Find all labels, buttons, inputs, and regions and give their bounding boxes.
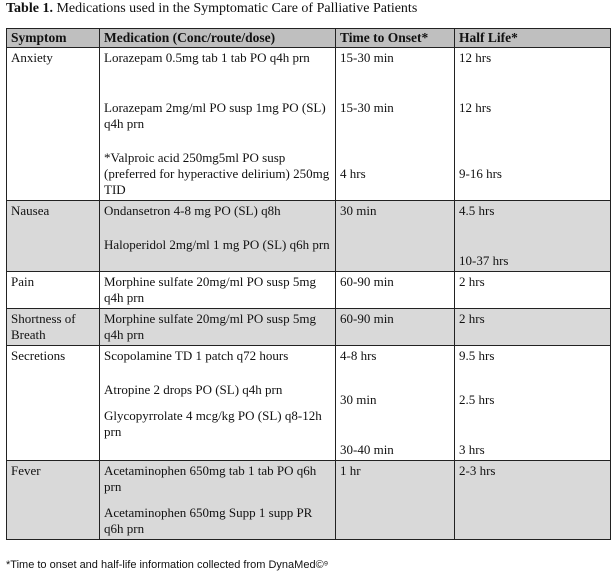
- onset-entry: 60-90 min: [340, 311, 394, 326]
- half-life-entry: 9-16 hrs: [459, 166, 502, 181]
- table-header-row: [7, 29, 611, 48]
- table-title: Medications used in the Symptomatic Care of Palliative Patients: [52, 1, 418, 16]
- onset-entry: 30 min: [340, 392, 377, 407]
- medication-cell: [100, 272, 336, 309]
- medication-entry: Haloperidol 2mg/ml 1 mg PO (SL) q6h prn: [104, 237, 330, 252]
- half-life-entry: 2-3 hrs: [459, 463, 496, 478]
- onset-cell: [336, 346, 455, 461]
- header-symptom: Symptom: [7, 29, 100, 48]
- onset-entry: 4 hrs: [340, 166, 366, 181]
- medication-entry: Glycopyrrolate 4 mcg/kg PO (SL) q8-12h prn: [104, 408, 322, 439]
- header-medication: Medication (Conc/route/dose): [100, 29, 336, 48]
- onset-entry: 30-40 min: [340, 442, 394, 457]
- symptom-cell: Anxiety: [7, 48, 100, 201]
- onset-cell: [336, 201, 455, 272]
- symptom-cell: Secretions: [7, 346, 100, 461]
- table-row: [7, 309, 611, 346]
- medication-entry: *Valproic acid 250mg5ml PO susp (preferred for hyperactive delirium) 250mg TID: [104, 150, 330, 197]
- table-row: [7, 346, 611, 461]
- medication-cell: [100, 201, 336, 272]
- medication-cell: [100, 309, 336, 346]
- onset-entry: 1 hr: [340, 463, 361, 478]
- half-life-cell: [455, 346, 611, 461]
- table-row: [7, 461, 611, 540]
- onset-cell: [336, 309, 455, 346]
- medications-table: [6, 28, 611, 540]
- onset-cell: [336, 48, 455, 201]
- medication-entry: Morphine sulfate 20mg/ml PO susp 5mg q4h prn: [104, 311, 316, 342]
- medication-entry: Ondansetron 4-8 mg PO (SL) q8h: [104, 203, 281, 218]
- header-time-to-onset: Time to Onset*: [336, 29, 455, 48]
- half-life-entry: 4.5 hrs: [459, 203, 495, 218]
- medication-entry: Lorazepam 2mg/ml PO susp 1mg PO (SL) q4h prn: [104, 100, 326, 131]
- symptom-cell: Nausea: [7, 201, 100, 272]
- table-caption: [6, 0, 417, 18]
- half-life-entry: 10-37 hrs: [459, 253, 509, 268]
- medication-entry: Acetaminophen 650mg Supp 1 supp PR q6h prn: [104, 505, 313, 536]
- medication-cell: [100, 461, 336, 540]
- onset-entry: 15-30 min: [340, 50, 394, 65]
- half-life-entry: 2.5 hrs: [459, 392, 495, 407]
- medication-entry: Scopolamine TD 1 patch q72 hours: [104, 348, 289, 363]
- symptom-cell: Pain: [7, 272, 100, 309]
- onset-cell: [336, 461, 455, 540]
- table-label: Table 1.: [6, 1, 53, 16]
- half-life-cell: [455, 201, 611, 272]
- half-life-entry: 2 hrs: [459, 274, 485, 289]
- half-life-cell: [455, 48, 611, 201]
- half-life-entry: 2 hrs: [459, 311, 485, 326]
- footnote: *Time to onset and half-life information collected from DynaMed©⁹: [6, 559, 329, 571]
- table-row: [7, 201, 611, 272]
- table-row: [7, 272, 611, 309]
- half-life-entry: 9.5 hrs: [459, 348, 495, 363]
- symptom-cell: Shortness of Breath: [7, 309, 100, 346]
- onset-entry: 30 min: [340, 203, 377, 218]
- medication-entry: Atropine 2 drops PO (SL) q4h prn: [104, 382, 283, 397]
- medication-entry: Morphine sulfate 20mg/ml PO susp 5mg q4h prn: [104, 274, 316, 305]
- half-life-cell: [455, 272, 611, 309]
- symptom-cell: Fever: [7, 461, 100, 540]
- header-half-life: Half Life*: [455, 29, 611, 48]
- half-life-entry: 12 hrs: [459, 50, 492, 65]
- half-life-entry: 3 hrs: [459, 442, 485, 457]
- onset-cell: [336, 272, 455, 309]
- medication-cell: [100, 48, 336, 201]
- onset-entry: 15-30 min: [340, 100, 394, 115]
- half-life-cell: [455, 309, 611, 346]
- medication-entry: Acetaminophen 650mg tab 1 tab PO q6h prn: [104, 463, 317, 494]
- onset-entry: 60-90 min: [340, 274, 394, 289]
- table-row: [7, 48, 611, 201]
- medication-entry: Lorazepam 0.5mg tab 1 tab PO q4h prn: [104, 50, 310, 65]
- half-life-entry: 12 hrs: [459, 100, 492, 115]
- half-life-cell: [455, 461, 611, 540]
- onset-entry: 4-8 hrs: [340, 348, 377, 363]
- medication-cell: [100, 346, 336, 461]
